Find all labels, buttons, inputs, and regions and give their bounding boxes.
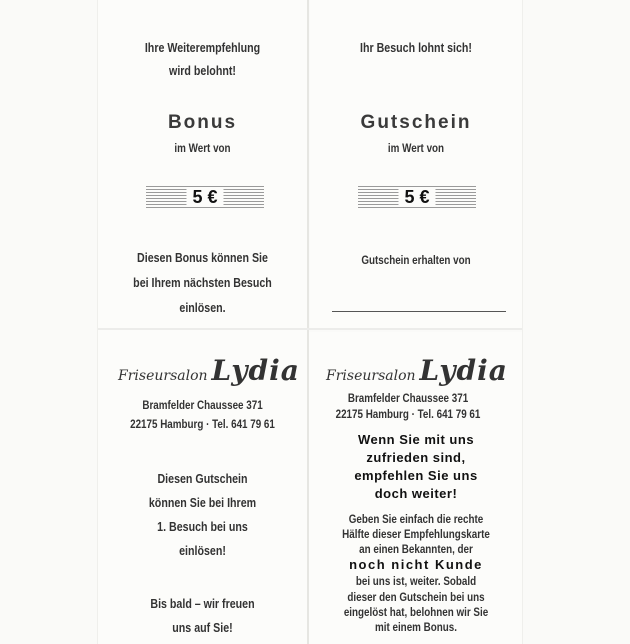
salon-right-brand-name: Lydia (419, 354, 508, 387)
salon-right-logo (326, 354, 508, 387)
fold-line-vertical (307, 0, 309, 644)
salon-right-body-5: bei uns ist, weiter. Sobald (355, 574, 477, 588)
bonus-headline-2: wird belohnt! (169, 63, 236, 78)
salon-left-brand-name: Lydia (211, 354, 300, 387)
voucher-received-from: Gutschein erhalten von (361, 253, 471, 267)
bonus-text-2: bei Ihrem nächsten Besuch (133, 275, 272, 290)
salon-right-body-7: eingelöst hat, belohnen wir Sie (343, 605, 489, 619)
voucher-value-field (358, 186, 476, 208)
paper-edge-left (97, 0, 98, 644)
salon-right-body-1: Geben Sie einfach die rechte (348, 512, 484, 526)
salon-right-headline-1: Wenn Sie mit uns (357, 432, 475, 447)
salon-left-closing-1: Bis bald – wir freuen (150, 596, 255, 611)
bonus-title: Bonus (167, 112, 238, 133)
salon-left-logo (118, 354, 300, 387)
salon-right-headline-2: zufrieden sind, (366, 450, 466, 465)
salon-right-city-phone: 22175 Hamburg · Tel. 641 79 61 (335, 407, 481, 421)
salon-left-text-2: können Sie bei Ihrem (148, 495, 257, 510)
salon-left-text-3: 1. Besuch bei uns (157, 519, 248, 534)
bonus-text-3: einlösen. (179, 300, 226, 315)
paper-edge-right (522, 0, 523, 644)
salon-right-body-2: Hälfte dieser Empfehlungskarte (342, 527, 490, 541)
salon-right-body-4: noch nicht Kunde (349, 557, 483, 572)
salon-right-street: Bramfelder Chaussee 371 (347, 391, 469, 405)
salon-left-text-4: einlösen! (179, 543, 226, 558)
salon-left-city-phone: 22175 Hamburg · Tel. 641 79 61 (130, 417, 275, 431)
salon-left-brand-prefix: Friseursalon (118, 368, 208, 384)
salon-left-closing-2: uns auf Sie! (172, 620, 233, 635)
bonus-value: 5 € (186, 187, 223, 207)
salon-right-body-8: mit einem Bonus. (374, 620, 457, 634)
voucher-value-label: im Wert von (387, 141, 445, 155)
bonus-value-label: im Wert von (174, 141, 231, 155)
salon-right-headline-3: empfehlen Sie uns (354, 468, 478, 483)
salon-right-headline-4: doch weiter! (374, 486, 458, 501)
salon-right-body-6: dieser den Gutschein bei uns (347, 590, 485, 604)
voucher-title: Gutschein (360, 112, 472, 133)
salon-right-brand-prefix: Friseursalon (326, 368, 416, 384)
salon-left-street: Bramfelder Chaussee 371 (142, 398, 263, 412)
voucher-value: 5 € (398, 187, 435, 207)
salon-left-text-1: Diesen Gutschein (157, 471, 248, 486)
fold-line-horizontal (98, 328, 522, 330)
signature-line (332, 311, 506, 312)
bonus-text-1: Diesen Bonus können Sie (137, 250, 268, 265)
bonus-value-field (146, 186, 264, 208)
voucher-headline: Ihr Besuch lohnt sich! (360, 40, 472, 55)
bonus-headline-1: Ihre Weiterempfehlung (144, 40, 261, 55)
salon-right-body-3: an einen Bekannten, der (359, 542, 473, 556)
